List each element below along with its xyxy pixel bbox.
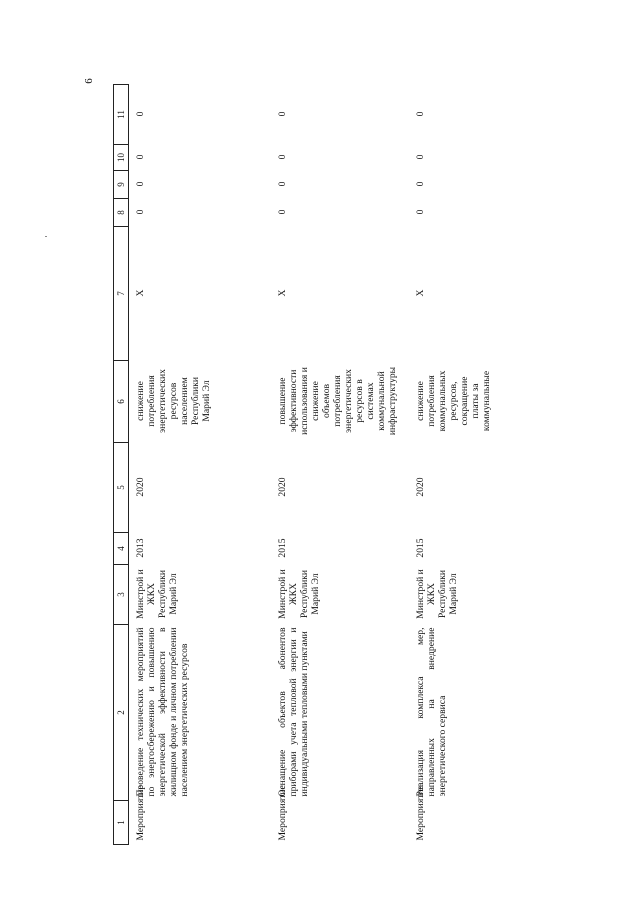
measure-type: Мероприятие	[277, 785, 288, 841]
column-header-7: 7	[114, 227, 129, 361]
measures-table	[113, 84, 547, 845]
scan-speck	[45, 236, 47, 237]
measure-end-year: 2020	[415, 477, 426, 497]
measure-start-year: 2015	[415, 538, 426, 558]
column-header-10: 10	[114, 145, 129, 171]
column-header-6: 6	[114, 361, 129, 443]
rotated-table-container	[113, 85, 543, 845]
measure-name: Реализация комплекса мер, направленных на внедрение энергетического сервиса	[415, 627, 449, 797]
measure-executor: Минстрой и ЖКХ Республики Марий Эл	[135, 569, 180, 619]
page-number: 6	[82, 78, 95, 84]
measure-col9: 0	[277, 181, 288, 187]
column-header-2: 2	[114, 625, 129, 801]
table-row	[409, 85, 547, 845]
measure-col7: X	[277, 289, 288, 297]
column-number-row	[114, 85, 129, 845]
measure-col8: 0	[277, 209, 288, 215]
measure-name: Проведение технических мероприятий по энергосбережению и повышению энергетической эффективности в жилищном фонде и личном потреблении населением энергетических ресурсов	[135, 627, 191, 797]
column-header-8: 8	[114, 199, 129, 227]
measure-type: Мероприятие	[415, 785, 426, 841]
measure-col9: 0	[135, 181, 146, 187]
column-header-11: 11	[114, 85, 129, 145]
column-header-9: 9	[114, 171, 129, 199]
column-header-4: 4	[114, 533, 129, 565]
measure-col7: X	[415, 289, 426, 297]
measure-col9: 0	[415, 181, 426, 187]
measure-result: снижение потребления коммунальных ресурсов, сокращение платы за коммунальные	[415, 370, 493, 432]
column-header-5: 5	[114, 443, 129, 533]
column-header-3: 3	[114, 565, 129, 625]
table-row	[271, 85, 409, 845]
measure-name: Оснащение объектов абонентов приборами учета тепловой энергии и индивидуальными тепловыми пунктами	[277, 627, 311, 797]
measure-col10: 0	[135, 154, 146, 160]
measure-col11: 0	[277, 111, 288, 117]
measure-col8: 0	[415, 209, 426, 215]
measure-col11: 0	[415, 111, 426, 117]
measure-executor: Минстрой и ЖКХ Республики Марий Эл	[415, 569, 460, 619]
measure-end-year: 2020	[277, 477, 288, 497]
measure-start-year: 2015	[277, 538, 288, 558]
measure-executor: Минстрой и ЖКХ Республики Марий Эл	[277, 569, 322, 619]
measure-type: Мероприятие	[135, 785, 146, 841]
column-header-1: 1	[114, 801, 129, 845]
measure-col10: 0	[277, 154, 288, 160]
table-row	[129, 85, 272, 845]
measure-col10: 0	[415, 154, 426, 160]
measure-col7: X	[135, 289, 146, 297]
measure-col11: 0	[135, 111, 146, 117]
measure-end-year: 2020	[135, 477, 146, 497]
measure-result: снижение потребления энергетических ресурсов населением Республики Марий Эл	[135, 369, 213, 433]
measure-col8: 0	[135, 209, 146, 215]
measure-result: повышение эффективности использования и снижение объемов потребления энергетических ресурсов в системах коммунальной инфраструктуры	[277, 366, 399, 436]
measure-start-year: 2013	[135, 538, 146, 558]
